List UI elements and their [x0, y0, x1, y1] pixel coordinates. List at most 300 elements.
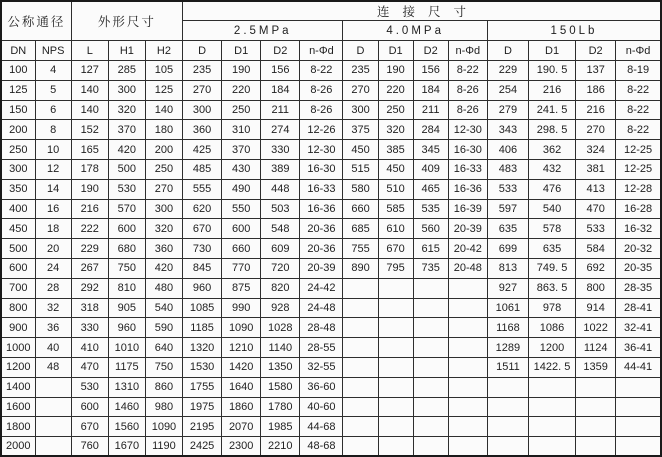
table-cell: 635 [487, 219, 528, 239]
table-cell [35, 437, 71, 457]
table-cell: 211 [261, 100, 300, 120]
table-cell: 540 [145, 298, 182, 318]
table-cell: 1289 [487, 338, 528, 358]
table-cell: 978 [528, 298, 575, 318]
table-cell: 20-48 [448, 258, 487, 278]
table-cell [413, 357, 448, 377]
table-cell: 140 [71, 100, 108, 120]
table-cell: 186 [576, 80, 616, 100]
table-cell [378, 318, 413, 338]
table-cell: 12-25 [616, 159, 661, 179]
table-cell [343, 397, 378, 417]
table-cell: 2195 [183, 417, 222, 437]
table-cell: 590 [145, 318, 182, 338]
col-header-d-25: D [183, 41, 222, 61]
table-cell: 16-33 [300, 179, 343, 199]
table-cell [448, 278, 487, 298]
table-row [1, 298, 661, 318]
table-cell [487, 417, 528, 437]
table-cell: 760 [71, 437, 108, 457]
table-cell: 318 [71, 298, 108, 318]
table-cell: 770 [222, 258, 261, 278]
table-cell: 389 [261, 159, 300, 179]
table-cell: 670 [71, 417, 108, 437]
table-cell: 1800 [1, 417, 35, 437]
table-cell: 1090 [222, 318, 261, 338]
table-cell [378, 298, 413, 318]
table-cell: 1310 [108, 377, 145, 397]
table-cell: 980 [145, 397, 182, 417]
table-cell: 1028 [261, 318, 300, 338]
table-cell: 1190 [145, 437, 182, 457]
table-cell: 330 [71, 318, 108, 338]
table-cell [528, 437, 575, 457]
table-cell [413, 338, 448, 358]
table-cell: 216 [576, 100, 616, 120]
table-cell [343, 318, 378, 338]
table-cell: 20-36 [300, 239, 343, 259]
table-cell: 279 [487, 100, 528, 120]
col-header-d2-25: D2 [261, 41, 300, 61]
table-cell: 125 [1, 80, 35, 100]
table-header [1, 1, 661, 61]
table-cell: 1210 [222, 338, 261, 358]
table-cell: 1085 [183, 298, 222, 318]
table-cell: 190. 5 [528, 61, 575, 81]
table-cell: 420 [108, 140, 145, 160]
table-cell: 890 [343, 258, 378, 278]
table-cell: 875 [222, 278, 261, 298]
table-cell: 190 [378, 61, 413, 81]
col-header-h1: H1 [108, 41, 145, 61]
table-cell: 24 [35, 258, 71, 278]
table-cell: 28-35 [616, 278, 661, 298]
table-cell: 310 [222, 120, 261, 140]
table-cell: 165 [71, 140, 108, 160]
table-cell: 8-22 [300, 61, 343, 81]
table-cell: 470 [71, 357, 108, 377]
table-cell [378, 437, 413, 457]
table-cell [448, 357, 487, 377]
table-cell: 810 [108, 278, 145, 298]
table-row [1, 258, 661, 278]
table-cell: 345 [413, 140, 448, 160]
table-cell: 48-68 [300, 437, 343, 457]
table-cell: 16-30 [300, 159, 343, 179]
table-cell: 914 [576, 298, 616, 318]
table-cell: 200 [145, 140, 182, 160]
table-cell [413, 377, 448, 397]
table-row [1, 61, 661, 81]
col-header-d2-40: D2 [413, 41, 448, 61]
table-cell: 450 [378, 159, 413, 179]
table-cell: 270 [145, 179, 182, 199]
table-cell: 795 [378, 258, 413, 278]
table-cell: 530 [71, 377, 108, 397]
table-cell: 300 [183, 100, 222, 120]
table-cell: 900 [1, 318, 35, 338]
table-cell [448, 437, 487, 457]
table-cell: 1061 [487, 298, 528, 318]
table-cell: 8-26 [448, 80, 487, 100]
table-cell: 1010 [108, 338, 145, 358]
table-cell: 1530 [183, 357, 222, 377]
table-cell: 324 [576, 140, 616, 160]
table-cell: 24-42 [300, 278, 343, 298]
table-cell: 20-39 [300, 258, 343, 278]
table-cell [343, 298, 378, 318]
table-cell: 18 [35, 219, 71, 239]
table-cell: 20-36 [300, 219, 343, 239]
table-cell: 16-28 [616, 199, 661, 219]
col-header-l: L [71, 41, 108, 61]
table-cell: 20-35 [616, 258, 661, 278]
table-cell [413, 318, 448, 338]
table-cell: 235 [343, 61, 378, 81]
table-cell: 385 [378, 140, 413, 160]
col-header-nphid-40: n-Φd [448, 41, 487, 61]
table-cell [576, 417, 616, 437]
table-row [1, 159, 661, 179]
table-cell: 200 [1, 120, 35, 140]
table-cell [616, 437, 661, 457]
table-cell: 600 [108, 219, 145, 239]
header-pressure-2-5mpa: 2.5MPa [183, 21, 343, 41]
table-cell [378, 338, 413, 358]
table-cell: 222 [71, 219, 108, 239]
table-cell: 540 [528, 199, 575, 219]
table-cell: 620 [183, 199, 222, 219]
table-cell: 500 [108, 159, 145, 179]
table-cell [413, 278, 448, 298]
table-cell: 360 [183, 120, 222, 140]
table-cell: 660 [222, 239, 261, 259]
table-row [1, 437, 661, 457]
col-header-nphid-150: n-Φd [616, 41, 661, 61]
table-row [1, 417, 661, 437]
table-cell: 425 [183, 140, 222, 160]
table-cell: 12-26 [300, 120, 343, 140]
table-cell: 16-36 [300, 199, 343, 219]
table-cell: 555 [183, 179, 222, 199]
table-cell: 178 [71, 159, 108, 179]
table-cell: 156 [413, 61, 448, 81]
table-cell: 370 [108, 120, 145, 140]
table-cell: 8-19 [616, 61, 661, 81]
table-cell [487, 437, 528, 457]
table-cell: 670 [183, 219, 222, 239]
table-cell: 370 [222, 140, 261, 160]
table-cell: 1511 [487, 357, 528, 377]
table-cell: 692 [576, 258, 616, 278]
table-cell: 2300 [222, 437, 261, 457]
table-cell [528, 397, 575, 417]
table-cell: 12-30 [448, 120, 487, 140]
table-cell [378, 278, 413, 298]
table-cell [487, 397, 528, 417]
table-cell: 20-39 [448, 219, 487, 239]
table-cell: 1640 [222, 377, 261, 397]
table-cell [378, 417, 413, 437]
table-cell: 5 [35, 80, 71, 100]
table-cell: 755 [343, 239, 378, 259]
table-cell: 680 [108, 239, 145, 259]
table-cell: 578 [528, 219, 575, 239]
table-cell: 8-22 [616, 100, 661, 120]
header-row-columns [1, 41, 661, 61]
table-cell [448, 338, 487, 358]
table-cell: 533 [487, 179, 528, 199]
table-row [1, 219, 661, 239]
table-cell: 16-32 [616, 219, 661, 239]
table-row [1, 100, 661, 120]
table-cell: 12-28 [616, 179, 661, 199]
table-cell: 28 [35, 278, 71, 298]
table-cell: 300 [108, 80, 145, 100]
table-cell [378, 357, 413, 377]
table-cell: 1755 [183, 377, 222, 397]
table-cell: 1200 [1, 357, 35, 377]
table-cell: 820 [261, 278, 300, 298]
table-cell: 1320 [183, 338, 222, 358]
header-overall-dimensions: 外形尺寸 [71, 1, 182, 41]
table-cell [343, 338, 378, 358]
table-cell: 448 [261, 179, 300, 199]
table-cell: 16-33 [448, 159, 487, 179]
table-cell [413, 417, 448, 437]
table-cell: 600 [1, 258, 35, 278]
table-cell: 137 [576, 61, 616, 81]
table-cell: 960 [183, 278, 222, 298]
table-cell: 229 [71, 239, 108, 259]
table-cell: 1420 [222, 357, 261, 377]
table-cell: 320 [145, 219, 182, 239]
table-cell: 32 [35, 298, 71, 318]
table-cell: 1168 [487, 318, 528, 338]
col-header-h2: H2 [145, 41, 182, 61]
table-cell: 220 [222, 80, 261, 100]
table-cell: 585 [378, 199, 413, 219]
table-body [1, 61, 661, 457]
table-cell: 610 [378, 219, 413, 239]
table-cell: 406 [487, 140, 528, 160]
table-cell: 40 [35, 338, 71, 358]
table-cell: 1780 [261, 397, 300, 417]
table-cell: 480 [145, 278, 182, 298]
table-cell: 1400 [1, 377, 35, 397]
table-cell: 375 [343, 120, 378, 140]
table-cell: 20-32 [616, 239, 661, 259]
table-cell: 381 [576, 159, 616, 179]
table-cell: 250 [378, 100, 413, 120]
table-row [1, 397, 661, 417]
table-cell: 860 [145, 377, 182, 397]
table-cell: 320 [108, 100, 145, 120]
table-cell: 125 [145, 80, 182, 100]
header-row-groups [1, 1, 661, 21]
table-cell [343, 357, 378, 377]
table-cell: 2070 [222, 417, 261, 437]
table-cell: 409 [413, 159, 448, 179]
table-cell [35, 377, 71, 397]
col-header-d2-150: D2 [576, 41, 616, 61]
table-cell: 960 [108, 318, 145, 338]
table-cell: 699 [487, 239, 528, 259]
table-cell: 533 [576, 219, 616, 239]
table-cell: 1350 [261, 357, 300, 377]
table-cell: 48 [35, 357, 71, 377]
col-header-nphid-25: n-Φd [300, 41, 343, 61]
table-cell: 216 [71, 199, 108, 219]
table-cell: 4 [35, 61, 71, 81]
table-cell: 1000 [1, 338, 35, 358]
table-cell: 2000 [1, 437, 35, 457]
table-cell [576, 377, 616, 397]
table-cell: 10 [35, 140, 71, 160]
table-cell: 1975 [183, 397, 222, 417]
table-cell: 12 [35, 159, 71, 179]
table-cell: 28-48 [300, 318, 343, 338]
table-cell: 270 [343, 80, 378, 100]
table-cell: 640 [145, 338, 182, 358]
table-cell: 1124 [576, 338, 616, 358]
table-cell: 483 [487, 159, 528, 179]
table-row [1, 318, 661, 338]
table-cell: 700 [1, 278, 35, 298]
table-cell: 1200 [528, 338, 575, 358]
table-cell: 749. 5 [528, 258, 575, 278]
table-row [1, 357, 661, 377]
table-cell: 36 [35, 318, 71, 338]
table-cell: 570 [108, 199, 145, 219]
table-cell: 510 [378, 179, 413, 199]
table-cell: 548 [261, 219, 300, 239]
table-cell [528, 377, 575, 397]
table-cell [343, 437, 378, 457]
table-cell: 928 [261, 298, 300, 318]
table-cell [343, 417, 378, 437]
table-cell: 515 [343, 159, 378, 179]
table-cell: 685 [343, 219, 378, 239]
table-cell [528, 417, 575, 437]
table-cell: 450 [1, 219, 35, 239]
table-cell: 14 [35, 179, 71, 199]
table-cell: 410 [71, 338, 108, 358]
table-cell: 16-36 [448, 179, 487, 199]
table-cell: 615 [413, 239, 448, 259]
col-header-d-150: D [487, 41, 528, 61]
table-cell: 450 [343, 140, 378, 160]
table-row [1, 199, 661, 219]
table-cell: 400 [1, 199, 35, 219]
table-cell [576, 437, 616, 457]
table-cell: 285 [108, 61, 145, 81]
table-cell: 813 [487, 258, 528, 278]
table-cell: 430 [222, 159, 261, 179]
table-cell: 800 [1, 298, 35, 318]
col-header-d1-25: D1 [222, 41, 261, 61]
table-cell: 2210 [261, 437, 300, 457]
table-cell: 670 [378, 239, 413, 259]
table-cell [616, 417, 661, 437]
table-cell: 300 [145, 199, 182, 219]
table-cell: 270 [576, 120, 616, 140]
col-header-d1-40: D1 [378, 41, 413, 61]
col-header-d-40: D [343, 41, 378, 61]
table-cell: 1359 [576, 357, 616, 377]
table-cell: 560 [413, 219, 448, 239]
table-cell: 140 [145, 100, 182, 120]
table-cell: 905 [108, 298, 145, 318]
table-cell: 1185 [183, 318, 222, 338]
table-cell [448, 318, 487, 338]
table-cell: 485 [183, 159, 222, 179]
table-cell: 300 [343, 100, 378, 120]
table-cell: 8-22 [448, 61, 487, 81]
table-cell [487, 377, 528, 397]
table-cell: 1086 [528, 318, 575, 338]
table-cell: 750 [108, 258, 145, 278]
table-cell: 8-26 [300, 80, 343, 100]
table-cell: 503 [261, 199, 300, 219]
table-cell: 32-55 [300, 357, 343, 377]
table-cell [343, 278, 378, 298]
table-cell [616, 377, 661, 397]
table-cell: 730 [183, 239, 222, 259]
table-cell: 36-60 [300, 377, 343, 397]
table-cell: 16-30 [448, 140, 487, 160]
table-cell: 360 [145, 239, 182, 259]
table-cell: 1140 [261, 338, 300, 358]
table-cell: 180 [145, 120, 182, 140]
table-cell: 8 [35, 120, 71, 140]
table-cell: 12-30 [300, 140, 343, 160]
table-cell [343, 377, 378, 397]
table-cell: 6 [35, 100, 71, 120]
table-cell [35, 417, 71, 437]
table-cell: 320 [378, 120, 413, 140]
table-cell: 1175 [108, 357, 145, 377]
table-cell: 298. 5 [528, 120, 575, 140]
table-cell [413, 437, 448, 457]
table-cell [448, 298, 487, 318]
table-row [1, 80, 661, 100]
table-cell: 413 [576, 179, 616, 199]
table-cell: 140 [71, 80, 108, 100]
table-cell: 152 [71, 120, 108, 140]
table-cell: 32-41 [616, 318, 661, 338]
table-cell: 211 [413, 100, 448, 120]
table-cell: 20 [35, 239, 71, 259]
col-header-nps: NPS [35, 41, 71, 61]
table-cell [378, 397, 413, 417]
table-cell: 420 [145, 258, 182, 278]
table-cell: 250 [222, 100, 261, 120]
table-row [1, 338, 661, 358]
table-cell: 470 [576, 199, 616, 219]
table-cell [448, 377, 487, 397]
table-row [1, 120, 661, 140]
table-cell: 1860 [222, 397, 261, 417]
table-cell: 476 [528, 179, 575, 199]
table-cell: 36-41 [616, 338, 661, 358]
table-cell: 1422. 5 [528, 357, 575, 377]
table-cell: 362 [528, 140, 575, 160]
table-cell: 20-42 [448, 239, 487, 259]
table-cell [576, 397, 616, 417]
table-cell: 220 [378, 80, 413, 100]
table-cell: 284 [413, 120, 448, 140]
